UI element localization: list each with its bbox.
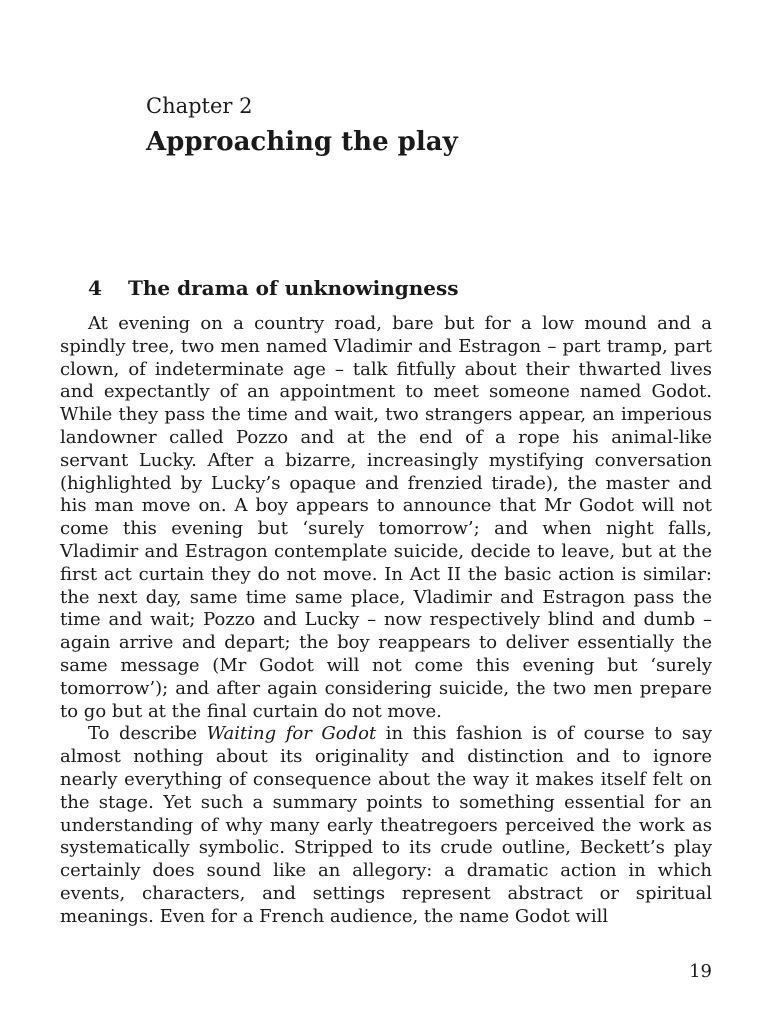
section-heading bbox=[88, 274, 459, 302]
body-text bbox=[60, 313, 712, 929]
page-number: 19 bbox=[689, 961, 712, 982]
chapter-label: Chapter 2 bbox=[146, 94, 253, 118]
section-number: 4 bbox=[88, 276, 102, 300]
paragraph-2-start: To describe bbox=[88, 723, 207, 745]
section-title: The drama of unknowingness bbox=[128, 276, 459, 300]
paragraph-2-rest: in this fashion is of course to say almost nothing about its originality and distinction and to ignore nearly everything of consequence about the way it makes itself felt on the stage. Yet such a summary points to something essential for an understanding of why many early theatregoers perceived the work as systematically symbolic. Stripped to its crude outline, Beckett’s play certainly does sound like an allegory: a dramatic action in which events, characters, and settings represent abstract or spiritual meanings. Even for a French audience, the name Godot will bbox=[60, 723, 712, 927]
paragraph-1: At evening on a country road, bare but for a low mound and a spindly tree, two men named Vladimir and Estragon – part tramp, part clown, of indeterminate age – talk fitfully about their thwarted lives and expectantly of an appointment to meet someone named Godot. While they pass the time and wait, two strangers appear, an imperious landowner called Pozzo and at the end of a rope his animal-like servant Lucky. After a bizarre, increasingly mystifying conversation (highlighted by Lucky’s opaque and frenzied tirade), the master and his man move on. A boy appears to announce that Mr Godot will not come this evening but ‘surely tomorrow’; and when night falls, Vladimir and Estragon contemplate suicide, decide to leave, but at the first act curtain they do not move. In Act II the basic action is similar: the next day, same time same place, Vladimir and Estragon pass the time and wait; Pozzo and Lucky – now respectively blind and dumb – again arrive and depart; the boy reappears to deliver essentially the same message (Mr Godot will not come this evening but ‘surely tomorrow’); and after again considering suicide, the two men prepare to go but at the final curtain do not move. bbox=[60, 313, 712, 722]
paragraph-2 bbox=[60, 723, 712, 928]
work-title: Waiting for Godot bbox=[206, 723, 377, 745]
chapter-title: Approaching the play bbox=[146, 127, 458, 157]
